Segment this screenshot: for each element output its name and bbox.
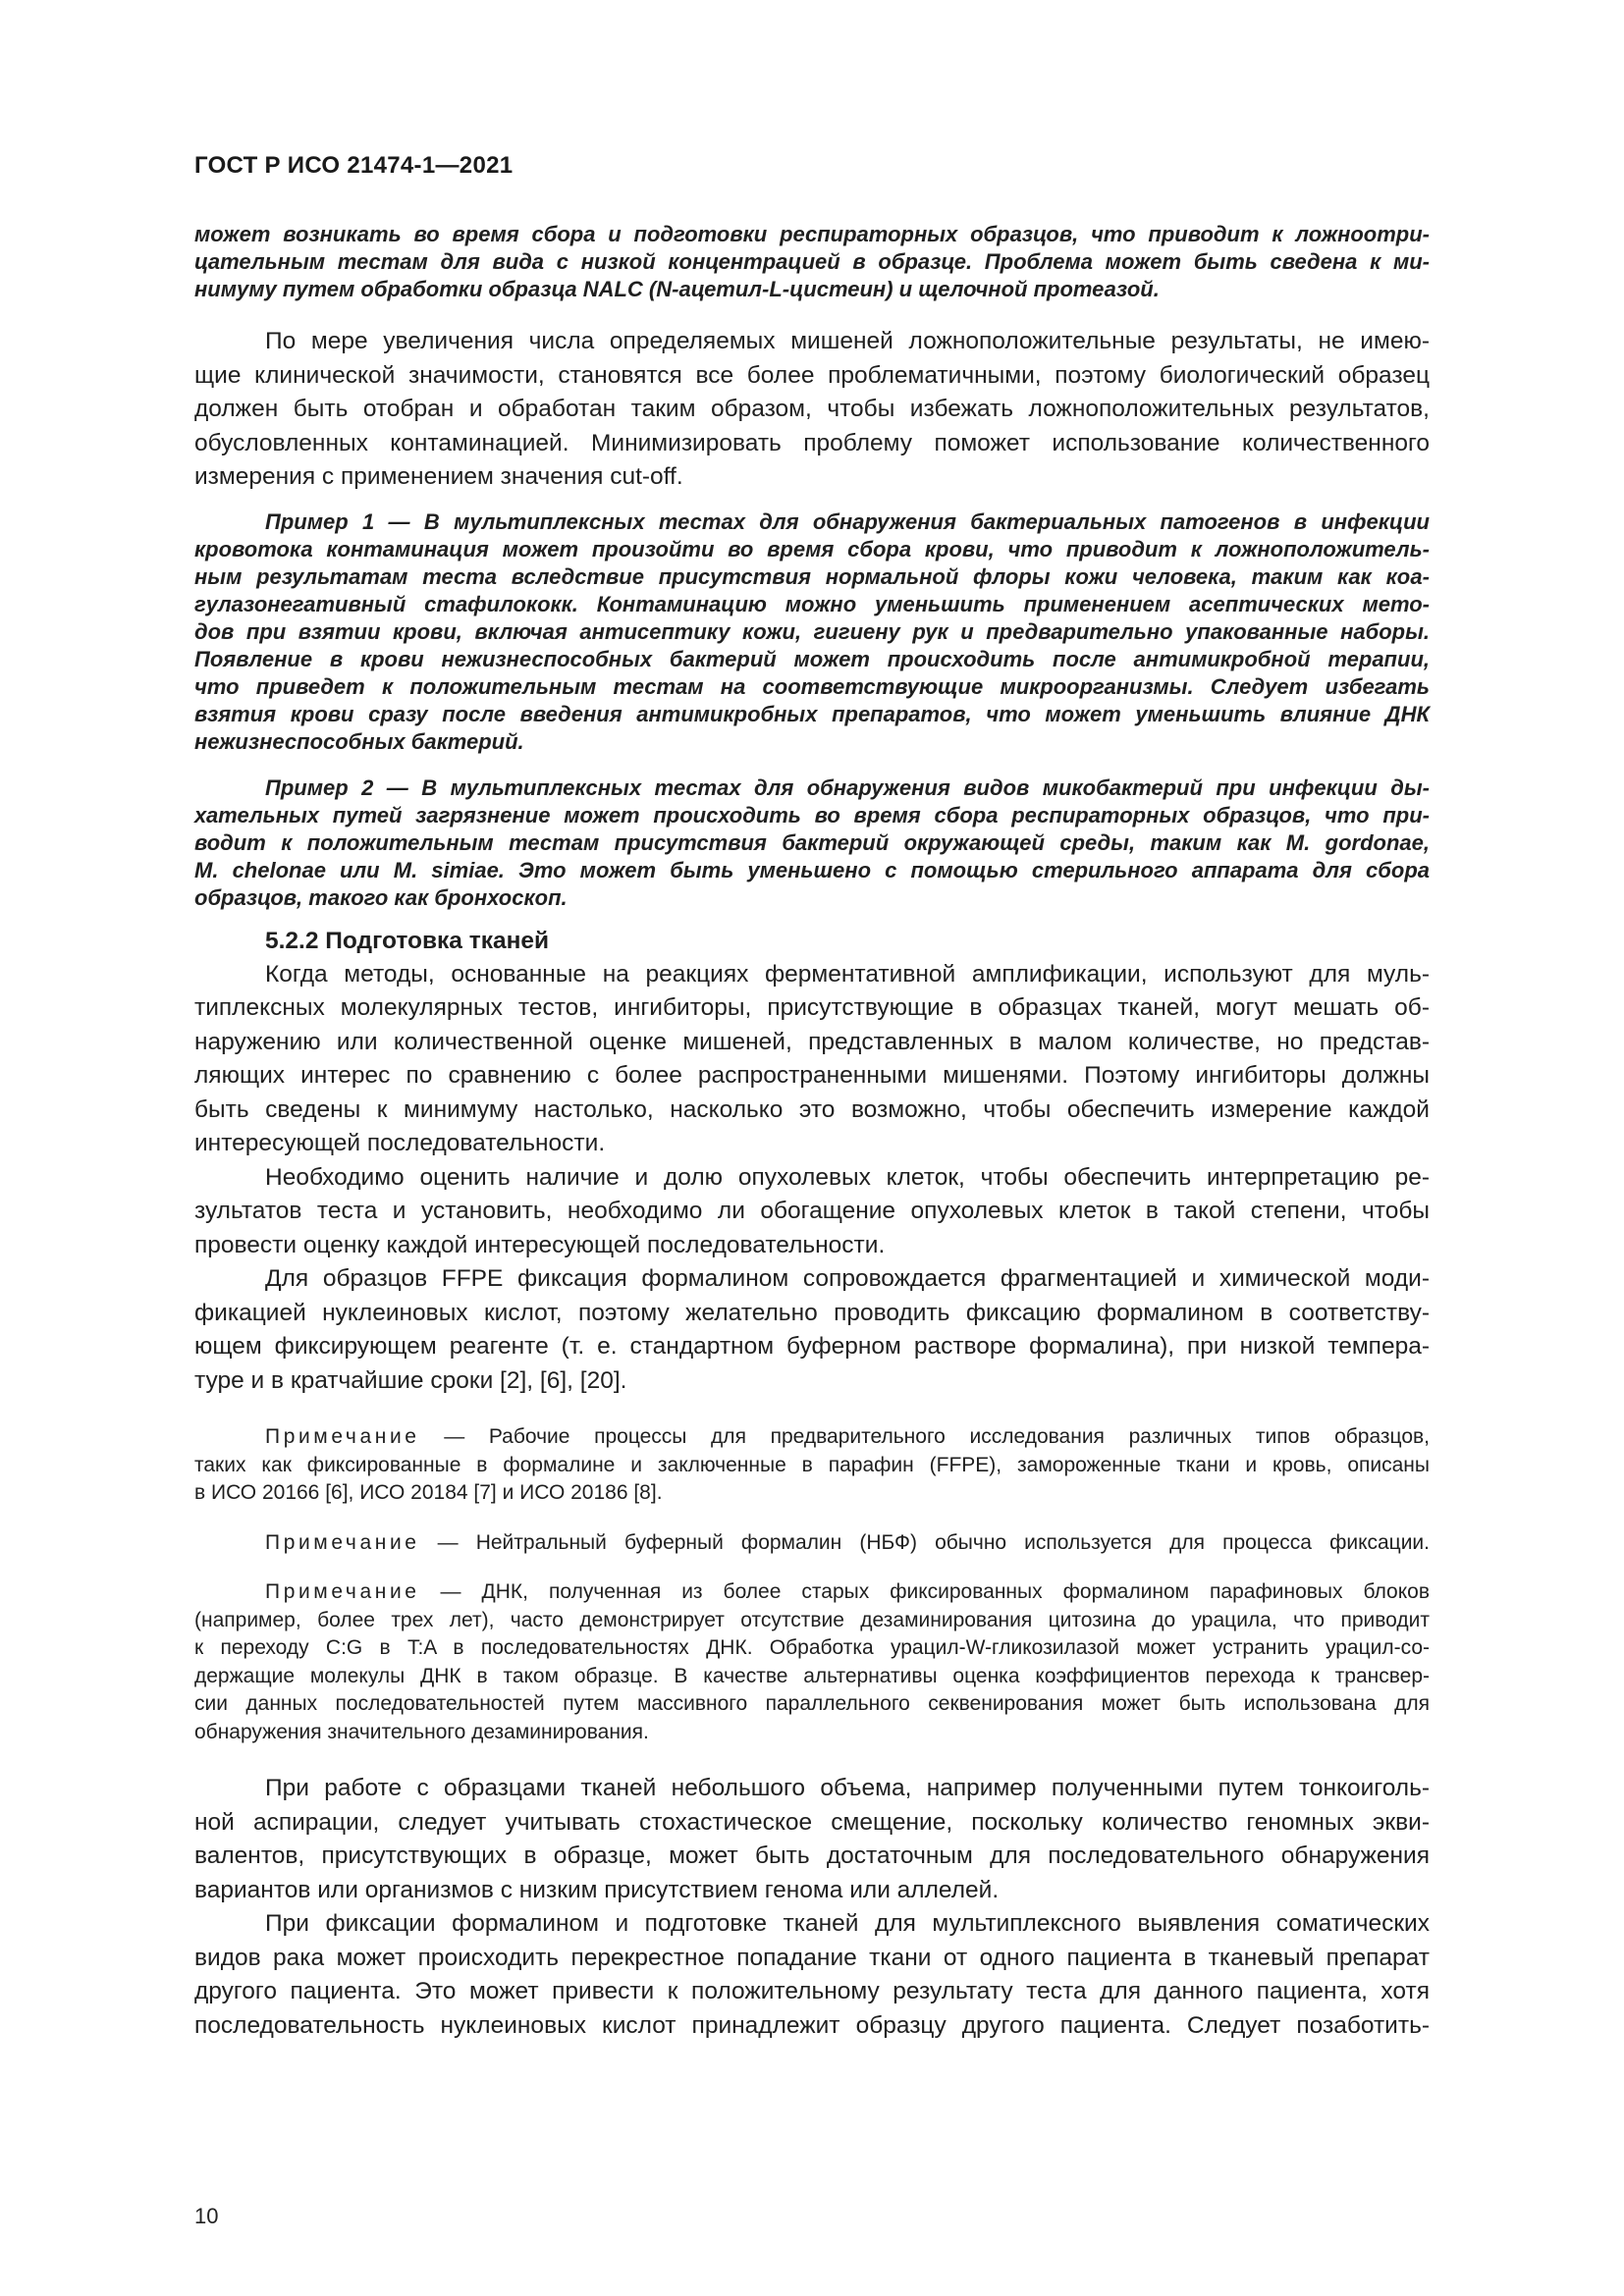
text-line: вариантов или организмов с низким присутствием генома или аллелей. (194, 1876, 1000, 1903)
text-line: Появление в крови нежизнеспособных бактерий может происходить после антимикробной терапии, (194, 646, 1430, 671)
text-line: Необходимо оценить наличие и долю опухолевых клеток, чтобы обеспечить интерпретацию ре- (265, 1163, 1430, 1191)
paragraph-small-samples (194, 1772, 1430, 1907)
text-line: цательным тестам для вида с низкой концентрацией в образце. Проблема может быть сведена к ми- (194, 249, 1430, 274)
text-line: к переходу C:G в T:A в последовательностях ДНК. Обработка урацил-W-гликозилазой может устранить урацил-со- (194, 1636, 1430, 1659)
text-line: другого пациента. Это может привести к положительному результату теста для данного пациента, хотя (194, 1978, 1430, 2004)
text-line (194, 1578, 1430, 1607)
paragraph-inhibitors (194, 958, 1430, 1161)
note-2 (194, 1529, 1430, 1558)
text-line: нимуму путем обработки образца NALC (N-ацетил-L-цистеин) и щелочной протеазой. (194, 277, 1160, 301)
text-line: измерения с применением значения cut-off. (194, 463, 683, 490)
text-line: водит к положительным тестам присутствия бактерий окружающей среды, таким как M. gordonae, (194, 829, 1430, 855)
text-line: нежизнеспособных бактерий. (194, 728, 524, 754)
page-content (194, 221, 1430, 2043)
paragraph-tumor-cells (194, 1161, 1430, 1263)
text-line: взятия крови сразу после введения антимикробных препаратов, что может уменьшить влияние ДНК (194, 701, 1430, 726)
text-line: хательных путей загрязнение может происходить во время сбора респираторных образцов, что при- (194, 802, 1430, 828)
text-line: щие клинической значимости, становятся все более проблематичными, поэтому биологический образец (194, 361, 1430, 389)
text-line: обусловленных контаминацией. Минимизировать проблему поможет использование количественного (194, 429, 1430, 456)
text-line: сии данных последовательностей путем массивного параллельного секвенирования может быть использована для (194, 1692, 1430, 1715)
text-line: должен быть отобран и обработан таким образом, чтобы избежать ложноположительных результатов, (194, 396, 1430, 422)
text-line: интересующей последовательности. (194, 1130, 606, 1156)
text-line: ляющих интерес по сравнению с более распространенными мишенями. Поэтому ингибиторы должны (194, 1062, 1430, 1089)
text-line: туре и в кратчайшие сроки [2], [6], [20]. (194, 1366, 627, 1394)
text-line: последовательность нуклеиновых кислот принадлежит образцу другого пациента. Следует позаботить- (194, 2011, 1430, 2039)
text-line: Пример 1 — В мультиплексных тестах для обнаружения бактериальных патогенов в инфекции (265, 508, 1430, 534)
note-text: — Нейтральный буферный формалин (НБФ) обычно используется для процесса фиксации. (419, 1530, 1430, 1554)
note-1 (194, 1423, 1430, 1508)
text-line: Для образцов FFPE фиксация формалином сопровождается фрагментацией и химической моди- (265, 1265, 1430, 1292)
note-label: Примечание (265, 1425, 420, 1448)
text-line: дов при взятии крови, включая антисептику кожи, гигиену рук и предварительно упакованные наборы. (194, 618, 1430, 644)
text-line: таких как фиксированные в формалине и заключенные в парафин (FFPE), замороженные ткани и кровь, описаны (194, 1453, 1430, 1476)
text-line: (например, более трех лет), часто демонстрирует отсутствие дезаминирования цитозина до урацила, что приводит (194, 1608, 1430, 1631)
note-label: Примечание (265, 1530, 420, 1554)
text-line: наружению или количественной оценке мишеней, представленных в малом количестве, но представ- (194, 1028, 1430, 1055)
text-line: может возникать во время сбора и подготовки респираторных образцов, что приводит к ложноотри- (194, 222, 1430, 246)
text-line: Когда методы, основанные на реакциях ферментативной амплификации, используют для муль- (265, 960, 1430, 988)
text-line: образцов, такого как бронхоскоп. (194, 884, 568, 910)
note-label: Примечание (265, 1580, 420, 1603)
text-line: При работе с образцами тканей небольшого объема, например полученными путем тонкоиголь- (265, 1775, 1430, 1801)
text-line: ющем фиксирующем реагенте (т. е. стандартном буферном растворе формалина), при низкой темпера- (194, 1333, 1430, 1360)
text-line: валентов, присутствующих в образце, может быть достаточным для последовательного обнаружения (194, 1842, 1430, 1869)
example-2 (194, 774, 1430, 912)
text-line: зультатов теста и установить, необходимо ли обогащение опухолевых клеток в такой степени, чтобы (194, 1198, 1430, 1224)
paragraph-ffpe (194, 1262, 1430, 1398)
text-line: При фиксации формалином и подготовке тканей для мультиплексного выявления соматических (265, 1910, 1430, 1937)
text-line: провести оценку каждой интересующей последовательности. (194, 1231, 886, 1258)
section-heading: 5.2.2 Подготовка тканей (265, 927, 550, 954)
text-line: По мере увеличения числа определяемых мишеней ложноположительные результаты, не имею- (265, 328, 1430, 354)
document-header: ГОСТ Р ИСО 21474-1—2021 (194, 152, 514, 179)
text-line: видов рака может происходить перекрестное попадание ткани от одного пациента в тканевый препарат (194, 1944, 1430, 1971)
paragraph-false-positives (194, 325, 1430, 495)
text-line: держащие молекулы ДНК в таком образце. В качестве альтернативы оценка коэффициентов перехода к трансвер- (194, 1664, 1430, 1687)
text-line (194, 1529, 1430, 1558)
note-text: — Рабочие процессы для предварительного исследования различных типов образцов, (419, 1425, 1430, 1448)
text-line: фикацией нуклеиновых кислот, поэтому желательно проводить фиксацию формалином в соответству- (194, 1299, 1430, 1326)
text-line: обнаружения значительного дезаминирования. (194, 1720, 649, 1743)
paragraph-cross-contamination (194, 1907, 1430, 2043)
text-line: гулазонегативный стафилококк. Контаминацию можно уменьшить применением асептических мето- (194, 591, 1430, 616)
text-line: ным результатам теста вследствие присутствия нормальной флоры кожи человека, таким как коа- (194, 563, 1430, 589)
note-3 (194, 1578, 1430, 1746)
text-line: в ИСО 20166 [6], ИСО 20184 [7] и ИСО 20186 [8]. (194, 1481, 663, 1504)
text-line: типлексных молекулярных тестов, ингибиторы, присутствующие в образцах тканей, могут мешать об- (194, 994, 1430, 1021)
text-line: ной аспирации, следует учитывать стохастическое смещение, поскольку количество геномных экви- (194, 1808, 1430, 1836)
page-number: 10 (194, 2204, 219, 2228)
text-line: быть сведены к минимуму настолько, насколько это возможно, чтобы обеспечить измерение каждой (194, 1095, 1430, 1123)
example-1 (194, 508, 1430, 756)
text-line: что приведет к положительным тестам на соответствующие микроорганизмы. Следует избегать (194, 673, 1430, 699)
text-line: Пример 2 — В мультиплексных тестах для обнаружения видов микобактерий при инфекции ды- (265, 774, 1430, 800)
text-line: кровотока контаминация может произойти во время сбора крови, что приводит к ложноположитель- (194, 536, 1430, 561)
text-line: M. chelonae или M. simiae. Это может быть уменьшено с помощью стерильного аппарата для сбора (194, 857, 1430, 882)
note-text: — ДНК, полученная из более старых фиксированных формалином парафиновых блоков (419, 1580, 1430, 1603)
paragraph-continuation (194, 221, 1430, 303)
text-line (194, 1423, 1430, 1452)
